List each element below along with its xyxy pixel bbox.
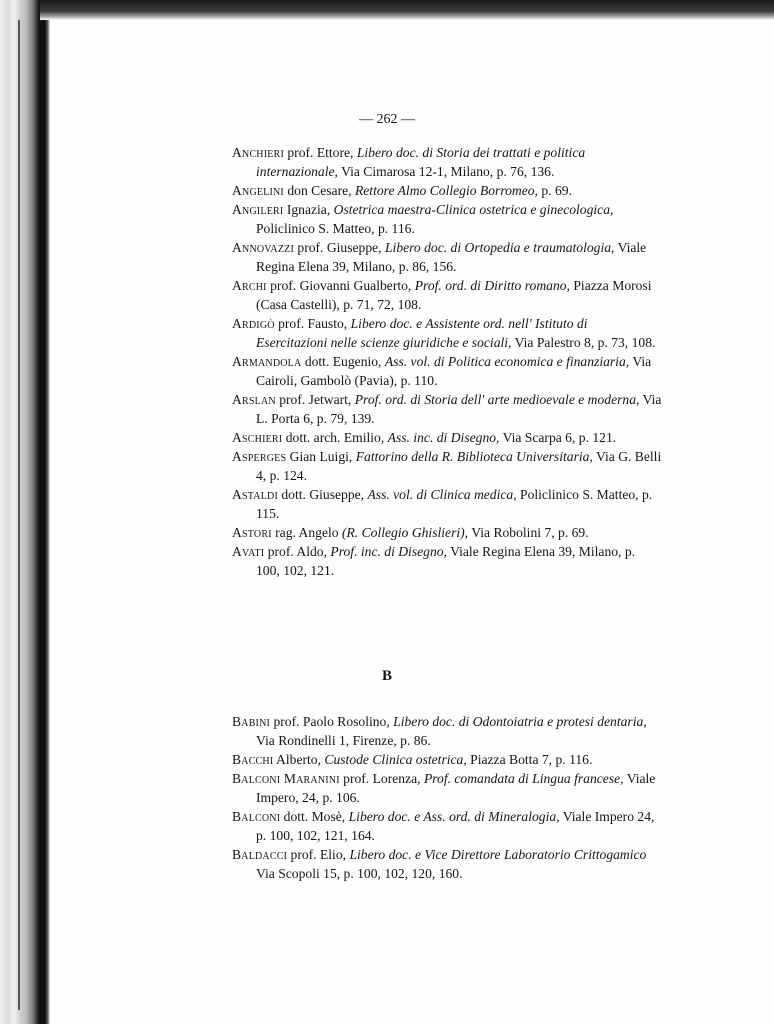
entry-role: Libero doc. e Assistente ord. nell' Istituto di Esercitazioni nelle scienze giuridiche e sociali,	[256, 316, 588, 350]
entry-role: Ostetrica maestra-Clinica ostetrica e ginecologica,	[333, 202, 614, 217]
section-letter: B	[381, 668, 392, 684]
entry-address-pages: Viale Regina Elena 39, Milano, p. 86, 156.	[256, 240, 647, 274]
directory-entry	[232, 352, 662, 390]
entry-title: prof. Jetwart,	[279, 392, 352, 407]
entry-surname: Bacchi	[232, 752, 274, 767]
entry-surname: Balconi	[232, 809, 281, 824]
directory-entry	[232, 485, 662, 523]
entry-address-pages: Via Rondinelli 1, Firenze, p. 86.	[256, 733, 431, 748]
entry-address-pages: Viale Regina Elena 39, Milano, p. 100, 102, 121.	[256, 544, 636, 578]
entry-surname: Baldacci	[232, 847, 288, 862]
entry-surname: Anchieri	[232, 145, 284, 160]
directory-entry	[232, 428, 662, 447]
entry-role: Ass. inc. di Disegno,	[387, 430, 500, 445]
entry-surname: Babini	[232, 714, 271, 729]
entry-surname: Aschieri	[232, 430, 283, 445]
entry-address-pages: p. 69.	[541, 183, 572, 198]
directory-entry	[232, 276, 662, 314]
directory-entry	[232, 769, 662, 807]
entry-role: Custode Clinica ostetrica,	[324, 752, 467, 767]
entry-address-pages: Via G. Belli 4, p. 124.	[256, 449, 662, 483]
entry-surname: Avati	[232, 544, 265, 559]
directory-entry	[232, 447, 662, 485]
directory-entry	[232, 181, 662, 200]
directory-entry	[232, 143, 662, 181]
entry-role: Libero doc. di Ortopedia e traumatologia,	[384, 240, 615, 255]
directory-entry	[232, 314, 662, 352]
entry-surname: Annovazzi	[232, 240, 294, 255]
entries-list-a	[232, 143, 662, 580]
entry-address-pages: Via Palestro 8, p. 73, 108.	[514, 335, 656, 350]
entry-surname: Asperges	[232, 449, 287, 464]
entry-address-pages: Via Robolini 7, p. 69.	[471, 525, 589, 540]
entry-role: Fattorino della R. Biblioteca Universitaria,	[355, 449, 593, 464]
entry-address-pages: Via Cairoli, Gambolò (Pavia), p. 110.	[256, 354, 652, 388]
entry-role: Ass. vol. di Politica economica e finanziaria,	[384, 354, 630, 369]
entry-role: Libero doc. e Ass. ord. di Mineralogia,	[348, 809, 560, 824]
entry-surname: Ardigò	[232, 316, 275, 331]
entry-address-pages: Policlinico S. Matteo, p. 115.	[256, 487, 653, 521]
entry-role: (R. Collegio Ghislieri),	[341, 525, 469, 540]
entry-address-pages: Piazza Botta 7, p. 116.	[470, 752, 593, 767]
entry-title: Ignazia,	[286, 202, 331, 217]
entry-title: prof. Ettore,	[287, 145, 354, 160]
scan-top-edge	[40, 0, 774, 20]
entry-title: prof. Elio,	[290, 847, 347, 862]
entry-title: Gian Luigi,	[289, 449, 353, 464]
entry-address-pages: Via Cimarosa 12-1, Milano, p. 76, 136.	[341, 164, 555, 179]
entry-title: dott. Mosè,	[283, 809, 346, 824]
entry-title: prof. Lorenza,	[343, 771, 421, 786]
entry-title: dott. Eugenio,	[304, 354, 382, 369]
entry-surname: Archi	[232, 278, 267, 293]
entry-role: Prof. comandata di Lingua francese,	[423, 771, 624, 786]
entry-address-pages: Viale Impero, 24, p. 106.	[256, 771, 656, 805]
page-number: — 262 —	[359, 112, 415, 127]
directory-entry	[232, 750, 662, 769]
directory-entry	[232, 523, 662, 542]
directory-entry	[232, 238, 662, 276]
entry-role: Prof. ord. di Diritto romano,	[414, 278, 570, 293]
entry-surname: Angileri	[232, 202, 284, 217]
entry-title: prof. Aldo,	[267, 544, 327, 559]
entry-address-pages: Piazza Morosi (Casa Castelli), p. 71, 72, 108.	[256, 278, 652, 312]
directory-entry	[232, 807, 662, 845]
entry-role: Libero doc. di Storia dei trattati e politica internazionale,	[256, 145, 586, 179]
entry-address-pages: Via Scopoli 15, p. 100, 102, 120, 160.	[256, 866, 463, 881]
book-spine	[0, 0, 50, 1024]
entry-title: prof. Fausto,	[278, 316, 348, 331]
entry-role: Prof. inc. di Disegno,	[330, 544, 447, 559]
entry-role: Rettore Almo Collegio Borromeo,	[354, 183, 538, 198]
entry-address-pages: Via L. Porta 6, p. 79, 139.	[256, 392, 662, 426]
spine-line	[18, 20, 20, 1010]
entry-surname: Arslan	[232, 392, 276, 407]
entry-title: prof. Paolo Rosolino,	[273, 714, 390, 729]
entry-title: Alberto,	[276, 752, 321, 767]
entry-title: don Cesare,	[287, 183, 352, 198]
entry-address-pages: Policlinico S. Matteo, p. 116.	[256, 221, 415, 236]
entry-surname: Astaldi	[232, 487, 278, 502]
directory-entry	[232, 390, 662, 428]
directory-entry	[232, 200, 662, 238]
entry-role: Libero doc. e Vice Direttore Laboratorio Crittogamico	[349, 847, 647, 862]
entry-title: dott. Giuseppe,	[281, 487, 365, 502]
entry-surname: Astori	[232, 525, 272, 540]
entry-title: prof. Giovanni Gualberto,	[270, 278, 412, 293]
entry-role: Libero doc. di Odontoiatria e protesi dentaria,	[393, 714, 647, 729]
entry-role: Ass. vol. di Clinica medica,	[367, 487, 517, 502]
entry-surname: Balconi Maranini	[232, 771, 340, 786]
directory-entry	[232, 712, 662, 750]
entry-role: Prof. ord. di Storia dell' arte medioevale e moderna,	[354, 392, 640, 407]
entry-title: rag. Angelo	[275, 525, 339, 540]
entry-title: dott. arch. Emilio,	[285, 430, 385, 445]
directory-entry	[232, 845, 662, 883]
entries-list-b	[232, 712, 662, 883]
entry-title: prof. Giuseppe,	[297, 240, 382, 255]
entry-surname: Angelini	[232, 183, 284, 198]
entry-surname: Armandola	[232, 354, 302, 369]
entry-address-pages: Viale Impero 24, p. 100, 102, 121, 164.	[256, 809, 655, 843]
directory-entry	[232, 542, 662, 580]
entry-address-pages: Via Scarpa 6, p. 121.	[502, 430, 617, 445]
